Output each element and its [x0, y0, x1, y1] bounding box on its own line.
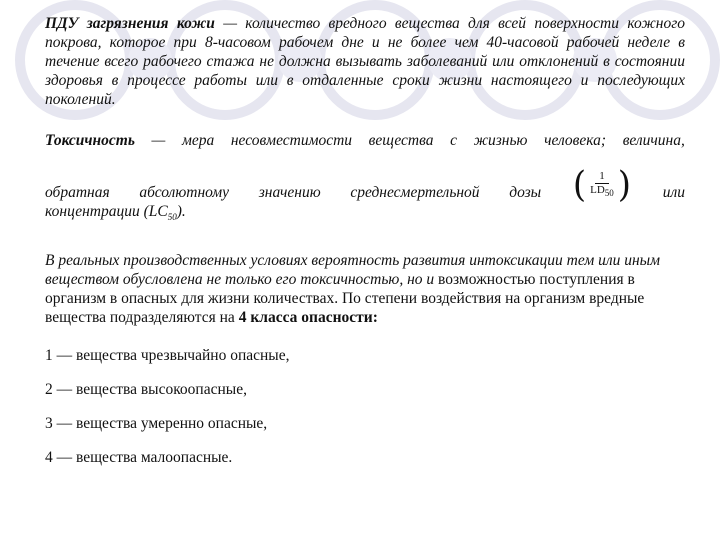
list-item: 3 — вещества умеренно опасные,: [45, 415, 268, 433]
hazard-class-list: [45, 346, 685, 467]
fraction-denominator: [588, 184, 616, 200]
word: среднесмертельной: [350, 184, 480, 201]
term-toxicity: Токсичность: [45, 132, 135, 149]
intoxication-text: возможностью поступления в организм в опасных для жизни количествах. По степени воздействия на организм вредные вещества подразделяются на: [45, 271, 645, 327]
list-item: 1 — вещества чрезвычайно опасные,: [45, 347, 290, 365]
toxicity-line-2: [45, 164, 685, 206]
fraction-numerator: 1: [595, 170, 609, 184]
paragraph-pdu: [45, 14, 685, 109]
ld-subscript: 50: [604, 188, 614, 199]
fraction: [586, 170, 618, 200]
word: абсолютному: [139, 184, 230, 201]
word: вещества: [368, 132, 434, 149]
word: —: [151, 132, 166, 149]
ld50-formula: [572, 164, 632, 206]
hazard-classes-heading: 4 класса опасности:: [238, 309, 378, 327]
pdu-definition: — количество вредного вещества для всей поверхности кожного покрова, которое при 8-часовом рабочем дне и не более чем 40-часовой рабочей неделе в течение всего рабочего стажа не должна вызывать заболеваний или отклонений в состоянии здоровья в процессе работы или в отдаленные сроки жизни настоящего и последующих поколений.: [45, 15, 685, 108]
paragraph-toxicity: [45, 131, 685, 227]
slide-content: [45, 14, 685, 482]
ld-symbol: LD: [590, 183, 605, 196]
list-item: 4 — вещества малоопасные.: [45, 449, 233, 467]
toxicity-line-1: [45, 131, 685, 150]
word: человека;: [544, 132, 607, 149]
lc-subscript: 50: [167, 212, 177, 223]
lc-end: ).: [176, 203, 186, 220]
left-paren: (: [572, 164, 587, 206]
intoxication-italic-text: В реальных производственных условиях вероятность развития интоксикации тем или иным веществом обусловлена не только его токсичностью, но и: [45, 252, 661, 289]
word: мера: [181, 132, 215, 149]
right-paren: ): [617, 164, 632, 206]
lc-text: концентрации (LC: [45, 203, 168, 220]
word: величина,: [622, 132, 685, 149]
word: жизнью: [473, 132, 528, 149]
list-item: 2 — вещества высокоопасные,: [45, 381, 247, 399]
term-pdu: ПДУ загрязнения кожи: [45, 15, 215, 32]
paragraph-intoxication: [45, 251, 685, 327]
word: или: [662, 184, 685, 201]
toxicity-line-3: [45, 202, 685, 227]
word: дозы: [509, 184, 542, 201]
word: с: [450, 132, 457, 149]
word: обратная: [45, 184, 110, 201]
word: несовместимости: [230, 132, 353, 149]
word: значению: [258, 184, 321, 201]
